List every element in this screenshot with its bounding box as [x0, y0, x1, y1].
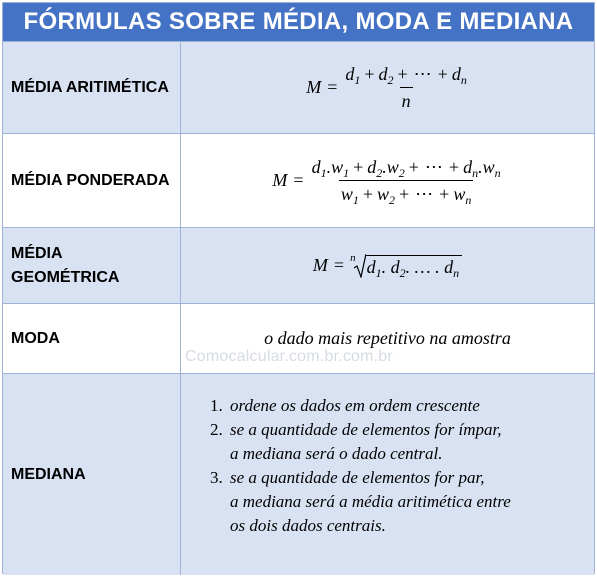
formula-media-aritmetica: M = $\frac{d_1 + d_2 + \cdots + d_n}{n}$: [306, 63, 467, 111]
moda-text: o dado mais repetitivo na amostra: [264, 328, 511, 348]
list-item: 2. se a quantidade de elementos for ímpar, a mediana será o dado central.: [210, 420, 502, 463]
formula-cell: [181, 42, 594, 133]
row-label: MÉDIA GEOMÉTRICA: [3, 228, 181, 303]
row-label: MEDIANA: [3, 374, 181, 575]
nth-root-icon: n $d_1$. $d_2$. … . $d_n$: [350, 254, 462, 278]
table-title: FÓRMULAS SOBRE MÉDIA, MODA E MEDIANA: [3, 3, 594, 41]
row-label: MODA: [3, 304, 181, 373]
mediana-steps: [210, 394, 511, 538]
formula-media-ponderada: M = $\frac{d_1.w_1 + d_2.w_2 + \cdots + d_n.w_n}{w_1 + w_2 + \cdots + w_n}$: [272, 156, 501, 207]
formula-cell: [181, 228, 594, 303]
row-media-aritmetica: [3, 41, 594, 133]
formula-cell: [181, 134, 594, 227]
formula-media-geometrica: M = n $d_1$. $d_2$. … . $d_n$: [313, 254, 462, 278]
row-media-ponderada: [3, 133, 594, 227]
list-item: 1. ordene os dados em ordem crescente: [210, 396, 480, 415]
watermark: Comocalcular.com.br.com.br: [185, 348, 393, 365]
list-item: 3. se a quantidade de elementos for par, a mediana será a média aritimética entre os dois dados centrais.: [210, 468, 511, 535]
row-label: MÉDIA ARITIMÉTICA: [3, 42, 181, 133]
row-label: MÉDIA PONDERADA: [3, 134, 181, 227]
row-media-geometrica: [3, 227, 594, 303]
